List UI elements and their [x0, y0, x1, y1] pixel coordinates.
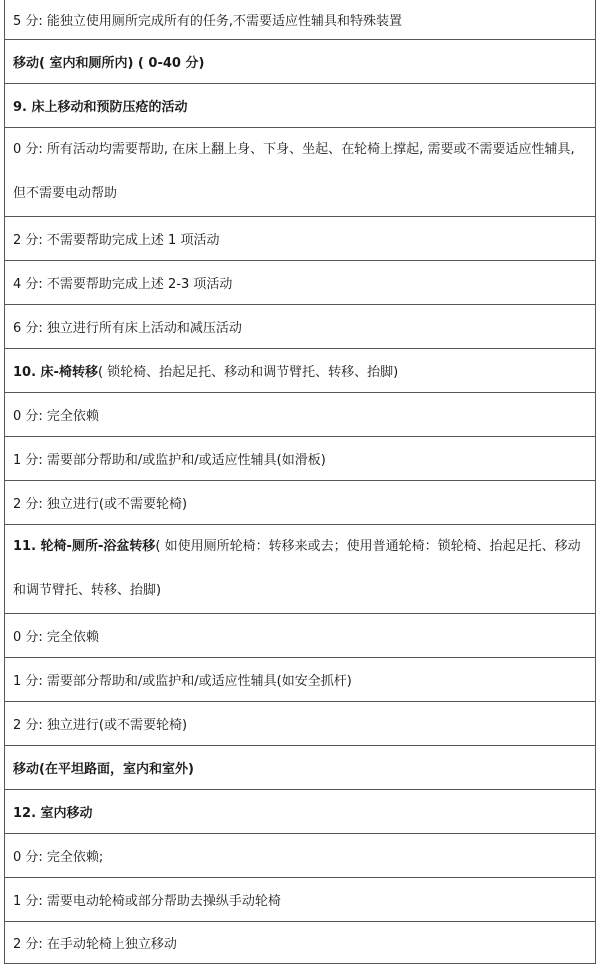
- row-text: 1 分: 需要部分帮助和/或监护和/或适应性辅具(如滑板): [13, 453, 326, 468]
- scoring-table: [4, 0, 596, 964]
- row-title: 移动(在平坦路面，室内和室外): [13, 762, 194, 777]
- item-header: [5, 790, 595, 834]
- table-row: [5, 834, 595, 878]
- table-row: [5, 305, 595, 349]
- row-text: 2 分: 独立进行(或不需要轮椅): [13, 718, 188, 733]
- row-text: ( 如使用厕所轮椅：转移来或去；使用普通轮椅：锁轮椅、抬起足托、移动和调节臂托、转移、抬脚): [13, 539, 581, 598]
- row-title: 移动( 室内和厕所内) ( 0-40 分): [13, 56, 205, 71]
- table-row: [5, 614, 595, 658]
- row-text: 1 分: 需要部分帮助和/或监护和/或适应性辅具(如安全抓杆): [13, 674, 352, 689]
- row-text: 2 分: 不需要帮助完成上述 1 项活动: [13, 233, 220, 248]
- table-row: [5, 658, 595, 702]
- row-text: 1 分: 需要电动轮椅或部分帮助去操纵手动轮椅: [13, 894, 281, 909]
- row-text: 2 分: 独立进行(或不需要轮椅): [13, 497, 188, 512]
- section-header: [5, 746, 595, 790]
- table-row: [5, 393, 595, 437]
- table-row: [5, 702, 595, 746]
- row-text: 6 分: 独立进行所有床上活动和减压活动: [13, 321, 242, 336]
- table-row: [5, 922, 595, 964]
- row-text: ( 锁轮椅、抬起足托、移动和调节臂托、转移、抬脚): [97, 365, 399, 380]
- item-header: [5, 525, 595, 614]
- row-text: 2 分: 在手动轮椅上独立移动: [13, 937, 177, 952]
- row-text: 0 分: 所有活动均需要帮助, 在床上翻上身、下身、坐起、在轮椅上撑起, 需要或不需要适应性辅具, 但不需要电动帮助: [13, 142, 575, 201]
- item-header: [5, 84, 595, 128]
- table-row: [5, 481, 595, 525]
- row-title: 10. 床-椅转移: [13, 365, 98, 380]
- row-text: 0 分: 完全依赖: [13, 409, 99, 424]
- table-row: [5, 437, 595, 481]
- row-text: 0 分: 完全依赖;: [13, 850, 104, 865]
- table-row: [5, 878, 595, 922]
- item-header: [5, 349, 595, 393]
- section-header: [5, 40, 595, 84]
- table-row: [5, 217, 595, 261]
- row-text: 4 分: 不需要帮助完成上述 2-3 项活动: [13, 277, 233, 292]
- row-title: 12. 室内移动: [13, 806, 93, 821]
- row-text: 0 分: 完全依赖: [13, 630, 99, 645]
- table-row: [5, 261, 595, 305]
- row-title: 9. 床上移动和预防压疮的活动: [13, 100, 188, 115]
- row-title: 11. 轮椅-厕所-浴盆转移: [13, 539, 156, 554]
- row-text: 5 分: 能独立使用厕所完成所有的任务,不需要适应性辅具和特殊装置: [13, 14, 403, 29]
- table-row: [5, 0, 595, 40]
- table-row: [5, 128, 595, 217]
